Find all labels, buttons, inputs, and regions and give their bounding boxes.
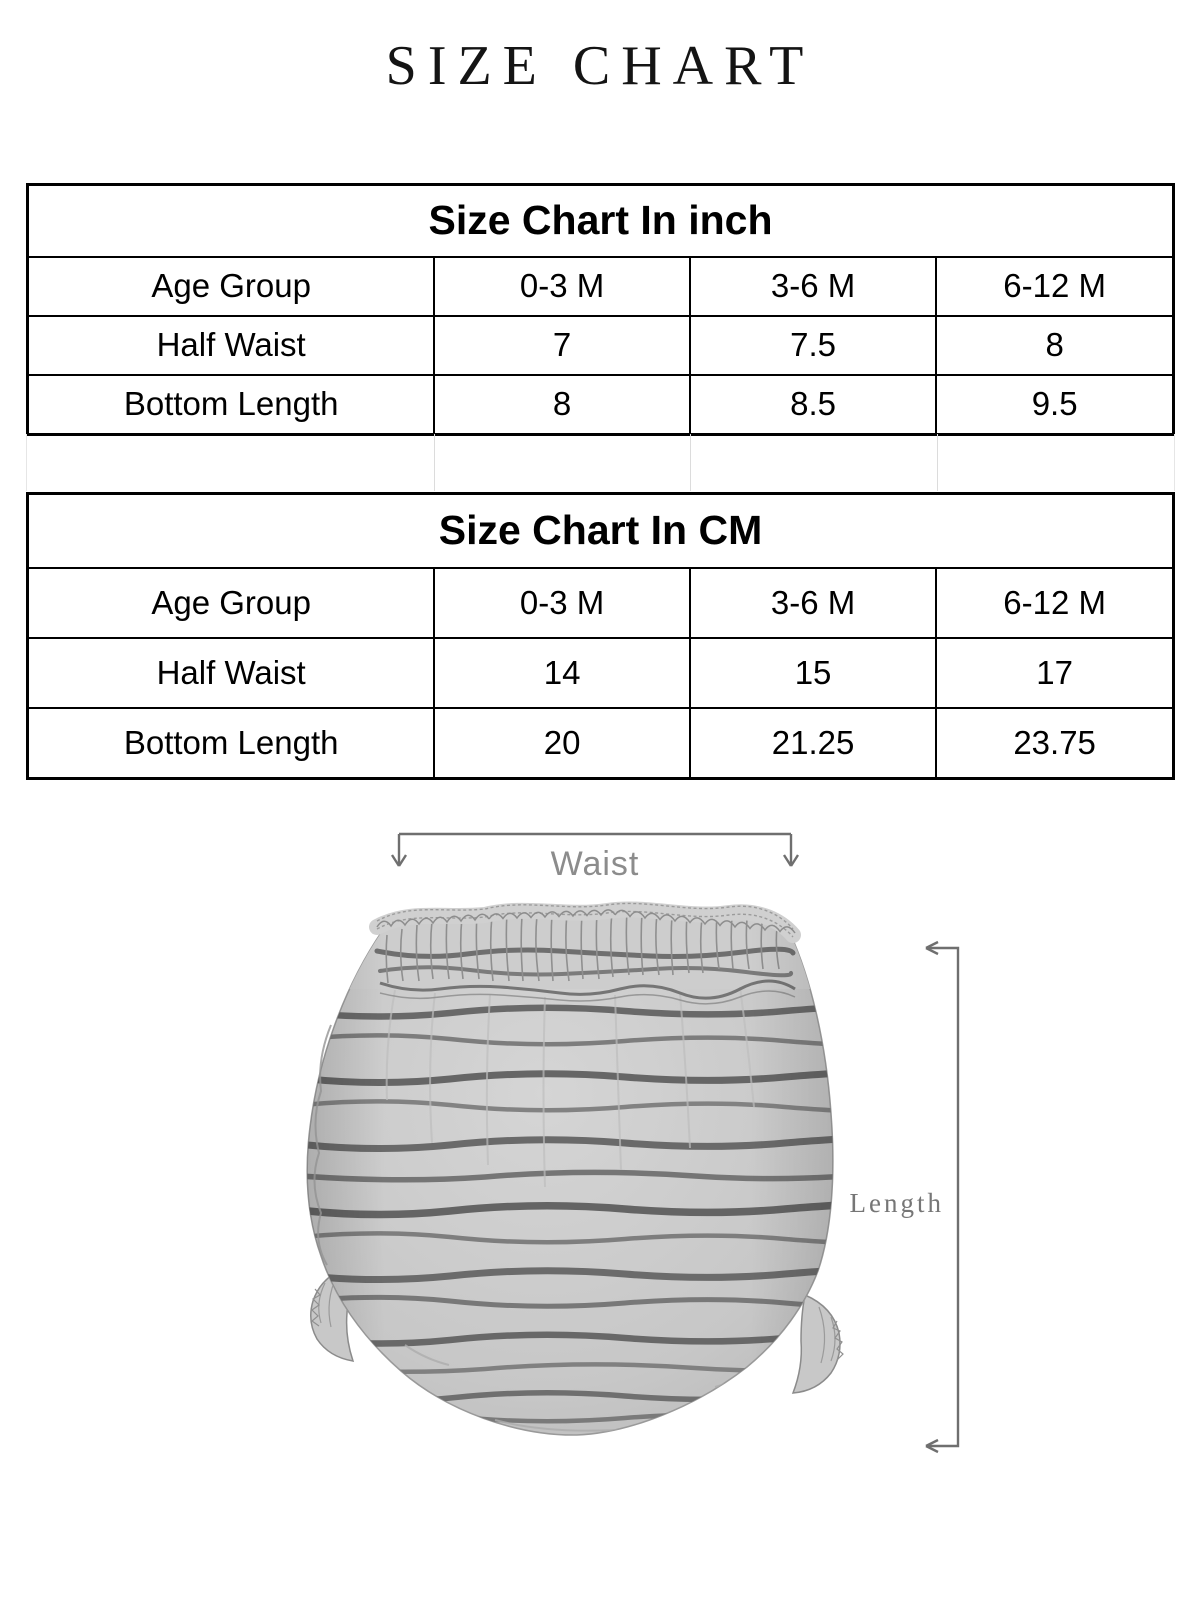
grid-line (690, 434, 691, 491)
table-cell: 6-12 M (936, 257, 1173, 316)
table-cell: Bottom Length (28, 375, 435, 435)
table-cell: 20 (434, 708, 690, 779)
table-cell: Half Waist (28, 316, 435, 375)
table-row (28, 708, 1174, 779)
bloomers-illustration (285, 875, 865, 1455)
table-cell: 15 (690, 638, 936, 708)
table-row (28, 568, 1174, 638)
size-table-inch (26, 183, 1175, 436)
table-row (28, 638, 1174, 708)
table-title-row (28, 494, 1174, 569)
grid-line (1174, 434, 1175, 491)
table-cell: 7 (434, 316, 690, 375)
table-cell: 8 (434, 375, 690, 435)
table-cell: 14 (434, 638, 690, 708)
table-cell: Age Group (28, 568, 435, 638)
table-cell: 23.75 (936, 708, 1173, 779)
table-title-row (28, 185, 1174, 258)
table-cell: 0-3 M (434, 257, 690, 316)
grid-line (434, 434, 435, 491)
page-title: SIZE CHART (385, 35, 815, 97)
table-row (28, 316, 1174, 375)
table-cell: Bottom Length (28, 708, 435, 779)
table-row (28, 257, 1174, 316)
table-cell: 8 (936, 316, 1173, 375)
table-cell: 3-6 M (690, 257, 936, 316)
table-cell: 7.5 (690, 316, 936, 375)
table-row (28, 375, 1174, 435)
table-cell: 0-3 M (434, 568, 690, 638)
grid-line (26, 434, 27, 491)
grid-line (937, 434, 938, 491)
table-cell: Age Group (28, 257, 435, 316)
size-table-cm (26, 492, 1175, 780)
table-cell: 9.5 (936, 375, 1173, 435)
length-label: Length (849, 1188, 944, 1218)
table-cell: Half Waist (28, 638, 435, 708)
leg-ruffle-right (793, 1295, 843, 1393)
table-cell: 17 (936, 638, 1173, 708)
waist-label: Waist (550, 845, 640, 883)
table-cell: 6-12 M (936, 568, 1173, 638)
table-title: Size Chart In CM (28, 494, 1174, 569)
table-cell: 3-6 M (690, 568, 936, 638)
table-cell: 8.5 (690, 375, 936, 435)
table-cell: 21.25 (690, 708, 936, 779)
table-title: Size Chart In inch (28, 185, 1174, 258)
